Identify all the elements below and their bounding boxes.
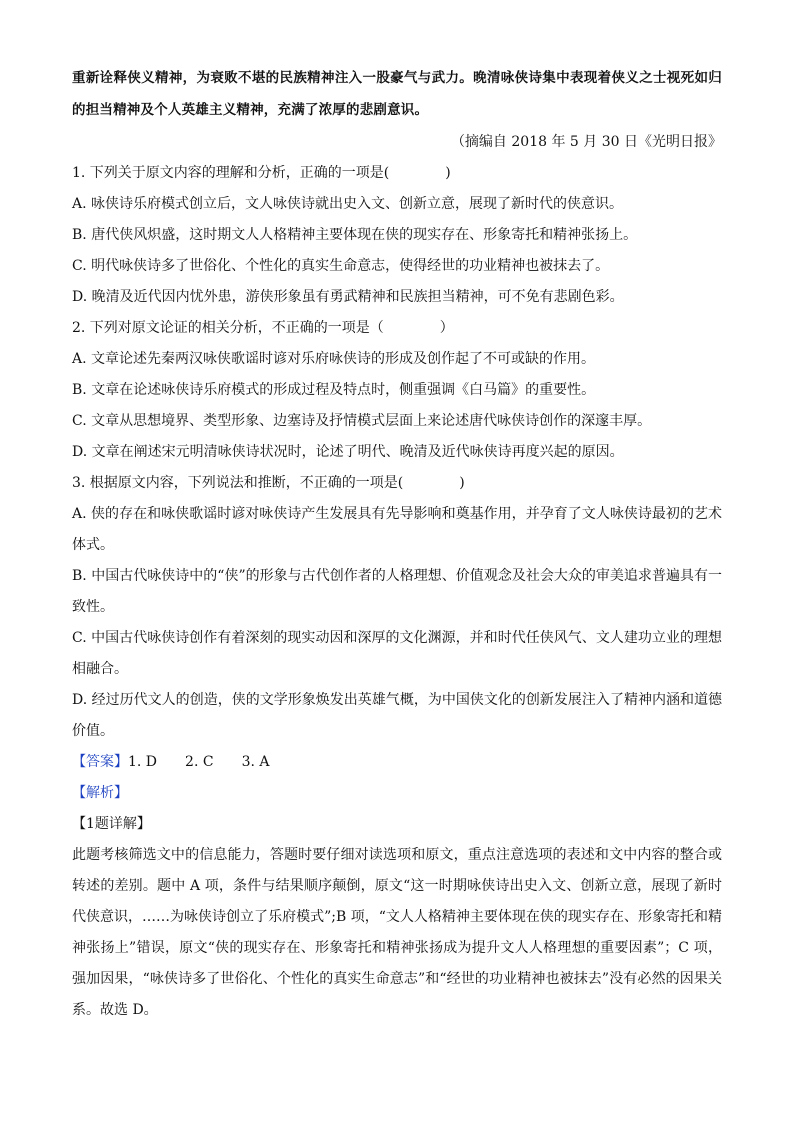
option-c: C. 明代咏侠诗多了世俗化、个性化的真实生命意志，使得经世的功业精神也被抹去了。 xyxy=(72,258,610,274)
detail-title: 【1题详解】 xyxy=(72,816,151,832)
intro-paragraph: 重新诠释侠义精神，为衰败不堪的民族精神注入一股豪气与武力。晚清咏侠诗集中表现着侠义之士视死如归的担当精神及个人英雄主义精神，充满了浓厚的悲剧意识。 xyxy=(72,70,722,118)
option-b: B. 中国古代咏侠诗中的“侠”的形象与古代创作者的人格理想、价值观念及社会大众的审美追求普遍具有一致性。 xyxy=(72,568,722,615)
question-1 xyxy=(72,158,722,313)
option-d: D. 文章在阐述宋元明清咏侠诗状况时，论述了明代、晚清及近代咏侠诗再度兴起的原因。 xyxy=(72,444,624,460)
option-a: A. 咏侠诗乐府模式创立后，文人咏侠诗就出史入文、创新立意，展现了新时代的侠意识。 xyxy=(72,196,624,212)
option-c: C. 文章从思想境界、类型形象、边塞诗及抒情模式层面上来论述唐代咏侠诗创作的深邃丰厚。 xyxy=(72,413,652,429)
question-3 xyxy=(72,468,722,747)
document-page xyxy=(72,62,722,1026)
analysis-label: 【解析】 xyxy=(72,785,128,801)
answer-2: 2. C xyxy=(185,754,214,770)
option-d: D. 经过历代文人的创造，侠的文学形象焕发出英雄气概，为中国侠文化的创新发展注入了精神内涵和道德价值。 xyxy=(72,692,722,739)
question-2 xyxy=(72,313,722,468)
source-citation: （摘编自 2018 年 5 月 30 日《光明日报》 xyxy=(450,134,722,150)
answer-line xyxy=(72,747,722,778)
explanation-paragraph: 此题考核筛选文中的信息能力，答题时要仔细对读选项和原文，重点注意选项的表述和文中内容的整合或转述的差别。题中 A 项，条件与结果顺序颠倒，原文“这一时期咏侠诗出史入文、创新立意，展现了新时代侠意识，……为咏侠诗创立了乐府模式”;B 项，“文人人格精神主要体现在侠的现实存在、形象寄托和精神张扬上”错误，原文“侠的现实存在、形象寄托和精神张扬成为提升文人人格理想的重要因素”；C 项，强加因果，“咏侠诗多了世俗化、个性化的真实生命意志”和“经世的功业精神也被抹去”没有必然的因果关系。故选 D。 xyxy=(72,847,722,1018)
answer-1: 1. D xyxy=(128,754,158,770)
option-b: B. 文章在论述咏侠诗乐府模式的形成过程及特点时，侧重强调《白马篇》的重要性。 xyxy=(72,382,596,398)
option-a: A. 文章论述先秦两汉咏侠歌谣时谚对乐府咏侠诗的形成及创作起了不可或缺的作用。 xyxy=(72,351,596,367)
option-b: B. 唐代侠风炽盛，这时期文人人格精神主要体现在侠的现实存在、形象寄托和精神张扬上。 xyxy=(72,227,638,243)
option-a: A. 侠的存在和咏侠歌谣时谚对咏侠诗产生发展具有先导影响和奠基作用，并孕育了文人咏侠诗最初的艺术体式。 xyxy=(72,506,722,553)
answer-label: 【答案】 xyxy=(72,754,128,770)
answer-3: 3. A xyxy=(241,754,270,770)
question-stem: 3. 根据原文内容，下列说法和推断，不正确的一项是( ) xyxy=(72,475,465,491)
question-stem: 1. 下列关于原文内容的理解和分析，正确的一项是( ) xyxy=(72,165,451,181)
question-stem: 2. 下列对原文论证的相关分析，不正确的一项是（ ） xyxy=(72,320,454,336)
option-d: D. 晚清及近代因内忧外患，游侠形象虽有勇武精神和民族担当精神，可不免有悲剧色彩。 xyxy=(72,289,624,305)
option-c: C. 中国古代咏侠诗创作有着深刻的现实动因和深厚的文化渊源，并和时代任侠风气、文人建功立业的理想相融合。 xyxy=(72,630,722,677)
